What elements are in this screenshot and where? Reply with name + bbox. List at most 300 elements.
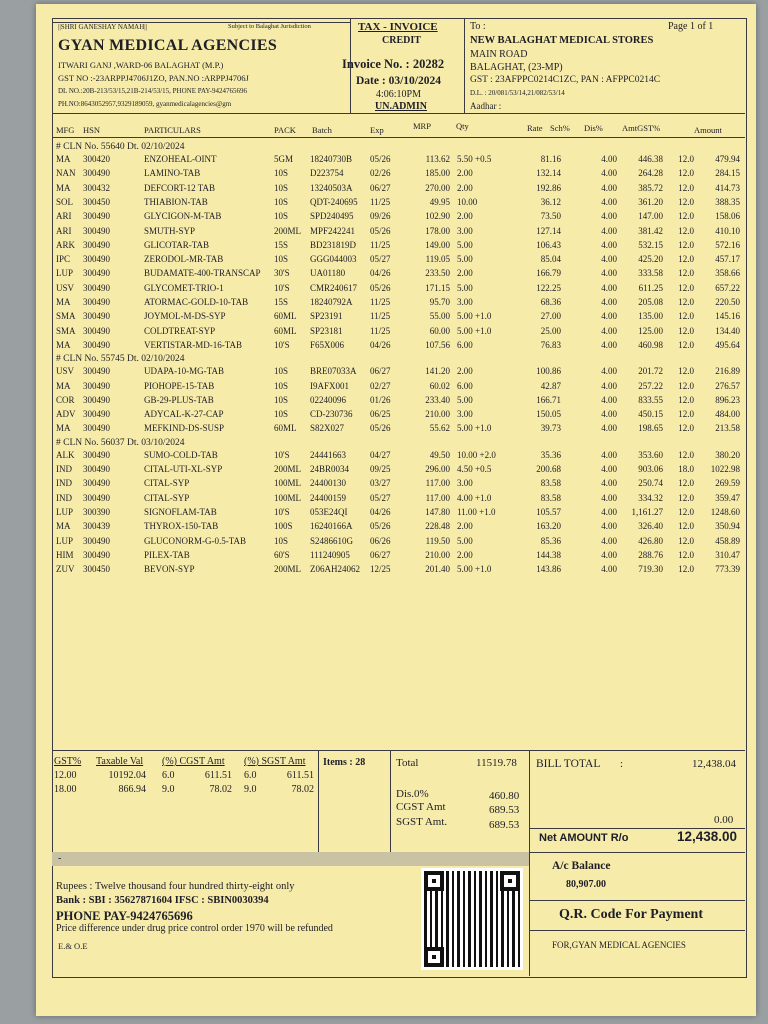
cell-mrp: 178.00 xyxy=(425,225,450,236)
cell-dis: 4.00 xyxy=(601,506,617,517)
cell-rate: 25.00 xyxy=(540,325,561,336)
cell-mrp: 55.00 xyxy=(429,311,450,322)
cell-particulars: ADYCAL-K-27-CAP xyxy=(144,409,224,420)
cell-batch: 053E24QI xyxy=(310,506,348,517)
cell-batch: 24400159 xyxy=(310,492,346,503)
cell-dis: 4.00 xyxy=(601,394,617,405)
table-row xyxy=(52,536,745,550)
col-mrp: MRP xyxy=(413,121,431,131)
cell-batch: QDT-240695 xyxy=(310,196,358,207)
cell-amt: 198.65 xyxy=(638,423,663,434)
cell-rate: 200.68 xyxy=(536,464,561,474)
cell-amt: 385.72 xyxy=(638,182,663,193)
cell-rate: 192.86 xyxy=(536,182,561,193)
cell-batch: CMR240617 xyxy=(310,282,358,293)
cell-dis: 4.00 xyxy=(601,549,617,560)
cell-gst: 12.0 xyxy=(678,311,694,322)
page-number: Page 1 of 1 xyxy=(668,21,714,32)
cell-hsn: 300490 xyxy=(83,449,110,460)
table-row xyxy=(52,464,745,478)
cell-exp: 06/26 xyxy=(370,535,391,546)
cell-rate: 81.16 xyxy=(540,154,561,164)
cell-exp: 06/25 xyxy=(370,409,391,420)
cell-gst: 12.0 xyxy=(678,366,694,377)
ac-balance-label: A/c Balance xyxy=(552,860,611,872)
phonepay-number: PHONE PAY-9424765696 xyxy=(56,909,193,923)
cell-amount: 572.16 xyxy=(715,239,740,250)
cell-pack: 10'S xyxy=(274,449,290,460)
cell-dis: 4.00 xyxy=(601,225,617,236)
table-row xyxy=(52,326,745,340)
cell-batch: BRE07033A xyxy=(310,366,357,377)
footer-band xyxy=(52,852,529,866)
cell-amount: 896.23 xyxy=(715,394,740,405)
cell-mfg: MA xyxy=(56,423,71,434)
company-phone: PH.NO:8643052957,9329189059, gyanmedicalagencies@gm xyxy=(58,100,232,108)
table-row xyxy=(52,283,745,297)
bill-total-value: 12,438.04 xyxy=(692,758,736,770)
cell-rate: 150.05 xyxy=(536,409,561,420)
cell-dis: 4.00 xyxy=(601,521,617,532)
cell-dis: 4.00 xyxy=(601,268,617,279)
cell-mrp: 60.00 xyxy=(429,325,450,336)
cell-mrp: 117.00 xyxy=(425,492,450,503)
payment-qr-code xyxy=(421,868,523,970)
cell-mfg: NAN xyxy=(56,168,76,179)
cell-batch: 24441663 xyxy=(310,449,346,460)
cell-dis: 4.00 xyxy=(601,366,617,377)
cell-dis: 4.00 xyxy=(601,564,617,575)
cell-pack: 200ML xyxy=(274,464,301,474)
cell-qty: 2.00 xyxy=(457,211,473,222)
cell-exp: 11/25 xyxy=(370,239,391,250)
cell-hsn: 300490 xyxy=(83,394,110,405)
cell-particulars: SIGNOFLAM-TAB xyxy=(144,506,217,517)
table-row xyxy=(52,197,745,211)
cell-rate: 166.71 xyxy=(536,394,561,405)
cell-gst: 12.0 xyxy=(678,535,694,546)
cell-exp: 05/26 xyxy=(370,154,391,164)
cell-qty: 6.00 xyxy=(457,339,473,350)
table-row xyxy=(52,254,745,268)
cell-amount: 350.94 xyxy=(715,521,740,532)
cell-mfg: IND xyxy=(56,492,72,503)
cell-qty: 5.00 xyxy=(457,239,473,250)
table-row xyxy=(52,268,745,282)
cell-pack: 100ML xyxy=(274,492,301,503)
cell-mfg: MA xyxy=(56,339,71,350)
cell-gst: 12.0 xyxy=(678,506,694,517)
items-table xyxy=(52,138,745,750)
cell-amt: 201.72 xyxy=(638,366,663,377)
cell-dis: 4.00 xyxy=(601,196,617,207)
cln-heading: # CLN No. 56037 Dt. 03/10/2024 xyxy=(56,437,185,448)
cell-mfg: USV xyxy=(56,282,75,293)
cell-qty: 5.00 +1.0 xyxy=(457,325,492,336)
cell-particulars: PIOHOPE-15-TAB xyxy=(144,380,215,391)
company-address: ITWARI GANJ ,WARD-06 BALAGHAT (M.P.) xyxy=(58,60,224,70)
cell-hsn: 300432 xyxy=(83,182,110,193)
cell-pack: 60ML xyxy=(274,311,297,322)
cell-particulars: CITAL-UTI-XL-SYP xyxy=(144,464,223,474)
table-row xyxy=(52,395,745,409)
cell-mrp: 210.00 xyxy=(425,549,450,560)
amount-in-words: Rupees : Twelve thousand four hundred thirty-eight only xyxy=(56,881,295,892)
cell-dis: 4.00 xyxy=(601,535,617,546)
buyer-dl: D.L. : 20/081/53/14,21/082/53/14 xyxy=(470,89,565,97)
cgst-label: CGST Amt xyxy=(396,801,446,813)
buyer-gst: GST : 23AFPPC0214C1ZC, PAN : AFPPC0214C xyxy=(470,75,661,85)
cell-hsn: 300490 xyxy=(83,311,110,322)
cell-qty: 3.00 xyxy=(457,225,473,236)
cln-heading: # CLN No. 55640 Dt. 02/10/2024 xyxy=(56,142,185,152)
cell-pack: 30'S xyxy=(274,268,290,279)
gst-taxable: 866.94 xyxy=(118,784,146,795)
cell-hsn: 300490 xyxy=(83,478,110,489)
company-dl: DL NO.:20B-213/53/15,21B-214/53/15, PHONE PAY-9424765696 xyxy=(58,87,248,95)
cell-mrp: 113.62 xyxy=(425,154,450,164)
cell-mfg: SOL xyxy=(56,196,74,207)
cell-gst: 12.0 xyxy=(678,225,694,236)
cell-hsn: 300490 xyxy=(83,239,110,250)
cell-gst: 12.0 xyxy=(678,339,694,350)
cell-mrp: 95.70 xyxy=(429,297,450,307)
cell-particulars: THIABION-TAB xyxy=(144,196,208,207)
cell-dis: 4.00 xyxy=(601,409,617,420)
cell-dis: 4.00 xyxy=(601,380,617,391)
cell-hsn: 300420 xyxy=(83,154,110,164)
cell-amt: 257.22 xyxy=(638,380,663,391)
cell-batch: 13240503A xyxy=(310,182,353,193)
cell-exp: 02/26 xyxy=(370,168,391,179)
cell-amt: 353.60 xyxy=(638,449,663,460)
cell-particulars: MEFKIND-DS-SUSP xyxy=(144,423,225,434)
cell-particulars: ZERODOL-MR-TAB xyxy=(144,254,224,265)
cell-amount: 380.20 xyxy=(715,449,740,460)
cell-amount: 220.50 xyxy=(715,297,740,307)
cell-dis: 4.00 xyxy=(601,478,617,489)
cell-exp: 03/27 xyxy=(370,478,391,489)
cell-particulars: GB-29-PLUS-TAB xyxy=(144,394,214,405)
cell-batch: S82X027 xyxy=(310,423,345,434)
gst-sgst-amt: 78.02 xyxy=(291,784,314,795)
table-row xyxy=(52,340,745,354)
col-hsn: HSN xyxy=(83,125,101,135)
cell-batch: SP23181 xyxy=(310,325,343,336)
cell-amount: 358.66 xyxy=(715,268,740,279)
cell-batch: 24BR0034 xyxy=(310,464,350,474)
cell-hsn: 300490 xyxy=(83,423,110,434)
cell-gst: 12.0 xyxy=(678,492,694,503)
col-mfg: MFG xyxy=(56,125,75,135)
cell-exp: 05/26 xyxy=(370,282,391,293)
cell-hsn: 300490 xyxy=(83,297,110,307)
buyer-address-2: BALAGHAT, (23-MP) xyxy=(470,62,563,73)
gst-rate: 18.00 xyxy=(54,784,77,795)
invoice-number: Invoice No. : 20282 xyxy=(342,57,445,71)
company-name: GYAN MEDICAL AGENCIES xyxy=(58,37,278,54)
cell-batch: 18240730B xyxy=(310,154,353,164)
cell-hsn: 300490 xyxy=(83,282,110,293)
cell-mrp: 55.62 xyxy=(429,423,450,434)
cell-rate: 27.00 xyxy=(540,311,561,322)
cell-gst: 12.0 xyxy=(678,325,694,336)
cell-mfg: IND xyxy=(56,478,72,489)
invoice-time: 4:06:10PM xyxy=(376,89,422,100)
cell-dis: 4.00 xyxy=(601,492,617,503)
cell-hsn: 300490 xyxy=(83,535,110,546)
cell-amount: 284.15 xyxy=(715,168,740,179)
cell-exp: 01/26 xyxy=(370,394,391,405)
invoice-user: UN.ADMIN xyxy=(375,101,427,112)
cell-batch: Z06AH24062 xyxy=(310,564,360,575)
cell-rate: 36.12 xyxy=(540,196,561,207)
cell-gst: 12.0 xyxy=(678,154,694,164)
cell-gst: 12.0 xyxy=(678,380,694,391)
cell-exp: 11/25 xyxy=(370,325,391,336)
cell-exp: 06/27 xyxy=(370,182,391,193)
cell-amount: 388.35 xyxy=(715,196,740,207)
cell-hsn: 300490 xyxy=(83,366,110,377)
cell-mfg: MA xyxy=(56,297,71,307)
cell-particulars: SUMO-COLD-TAB xyxy=(144,449,218,460)
cell-exp: 05/27 xyxy=(370,492,391,503)
cell-mrp: 149.00 xyxy=(425,239,450,250)
cell-amt: 903.06 xyxy=(638,464,663,474)
cell-amt: 450.15 xyxy=(638,409,663,420)
cell-gst: 12.0 xyxy=(678,168,694,179)
cell-qty: 2.00 xyxy=(457,521,473,532)
cell-gst: 12.0 xyxy=(678,268,694,279)
gst-hdr-rate: GST% xyxy=(54,756,82,767)
table-row xyxy=(52,450,745,464)
cell-exp: 04/26 xyxy=(370,268,391,279)
col-sch: Sch% xyxy=(550,123,570,133)
cell-pack: 15S xyxy=(274,297,289,307)
cell-pack: 10S xyxy=(274,535,289,546)
cell-mfg: ARK xyxy=(56,239,76,250)
jurisdiction-text: Subject to Balaghat Jurisdiction xyxy=(228,23,311,30)
cell-dis: 4.00 xyxy=(601,168,617,179)
cell-amt: 334.32 xyxy=(638,492,663,503)
gst-cgst-pct: 6.0 xyxy=(162,770,175,781)
cell-batch: 02240096 xyxy=(310,394,346,405)
company-gst: GST NO :-23ARPPJ4706J1ZO, PAN.NO :ARPPJ4706J xyxy=(58,73,249,83)
cell-hsn: 300490 xyxy=(83,254,110,265)
cell-amt: 205.08 xyxy=(638,297,663,307)
cell-mfg: ARI xyxy=(56,211,72,222)
cell-rate: 132.14 xyxy=(536,168,561,179)
cell-pack: 60'S xyxy=(274,549,290,560)
cell-qty: 2.00 xyxy=(457,366,473,377)
cell-mfg: IPC xyxy=(56,254,71,265)
cell-exp: 09/26 xyxy=(370,211,391,222)
cell-particulars: COLDTREAT-SYP xyxy=(144,325,216,336)
cell-exp: 04/26 xyxy=(370,339,391,350)
cell-mrp: 233.40 xyxy=(425,394,450,405)
cell-dis: 4.00 xyxy=(601,325,617,336)
cell-pack: 5GM xyxy=(274,154,294,164)
buyer-address-1: MAIN ROAD xyxy=(470,49,528,60)
table-row xyxy=(52,493,745,507)
cell-amount: 414.73 xyxy=(715,182,740,193)
cell-hsn: 300490 xyxy=(83,225,110,236)
cell-pack: 10S xyxy=(274,366,289,377)
cell-hsn: 300490 xyxy=(83,268,110,279)
cell-exp: 09/25 xyxy=(370,464,391,474)
cell-dis: 4.00 xyxy=(601,311,617,322)
cell-qty: 5.00 +1.0 xyxy=(457,311,492,322)
cell-mrp: 117.00 xyxy=(425,478,450,489)
cell-exp: 12/25 xyxy=(370,564,391,575)
table-row xyxy=(52,211,745,225)
cell-mfg: LUP xyxy=(56,268,74,279)
cell-hsn: 300490 xyxy=(83,325,110,336)
cell-mrp: 210.00 xyxy=(425,409,450,420)
cell-gst: 18.0 xyxy=(678,464,694,474)
gst-taxable: 10192.04 xyxy=(108,770,146,781)
cln-heading: # CLN No. 55745 Dt. 02/10/2024 xyxy=(56,354,185,365)
cell-rate: 76.83 xyxy=(540,339,561,350)
qr-code-label: Q.R. Code For Payment xyxy=(559,907,703,922)
cell-mfg: MA xyxy=(56,154,71,164)
errors-omissions: E.& O.E xyxy=(58,941,88,951)
cell-rate: 73.50 xyxy=(540,211,561,222)
cell-particulars: CITAL-SYP xyxy=(144,492,190,503)
cell-qty: 3.00 xyxy=(457,478,473,489)
table-row xyxy=(52,226,745,240)
col-qty: Qty xyxy=(456,121,469,131)
cell-dis: 4.00 xyxy=(601,239,617,250)
cell-batch: CD-230736 xyxy=(310,409,353,420)
cell-gst: 12.0 xyxy=(678,449,694,460)
cell-amount: 276.57 xyxy=(715,380,740,391)
cell-gst: 12.0 xyxy=(678,297,694,307)
cell-dis: 4.00 xyxy=(601,154,617,164)
cell-amt: 425.20 xyxy=(638,254,663,265)
cell-rate: 100.86 xyxy=(536,366,561,377)
buyer-aadhar: Aadhar : xyxy=(470,101,502,111)
cell-exp: 05/26 xyxy=(370,225,391,236)
table-row xyxy=(52,366,745,380)
cell-amt: 361.20 xyxy=(638,196,663,207)
gst-hdr-sgst: (%) SGST Amt xyxy=(244,756,306,767)
cell-amount: 479.94 xyxy=(715,154,740,164)
col-batch: Batch xyxy=(312,125,332,135)
cell-dis: 4.00 xyxy=(601,182,617,193)
cell-mrp: 49.50 xyxy=(429,449,450,460)
items-count: Items : 28 xyxy=(323,757,366,768)
cell-amount: 1022.98 xyxy=(710,464,740,474)
cell-qty: 6.00 xyxy=(457,380,473,391)
cell-dis: 4.00 xyxy=(601,423,617,434)
cell-batch: F65X006 xyxy=(310,339,345,350)
cell-mrp: 185.00 xyxy=(425,168,450,179)
cell-particulars: JOYMOL-M-DS-SYP xyxy=(144,311,226,322)
ac-balance-value: 80,907.00 xyxy=(566,879,606,890)
cell-mfg: ZUV xyxy=(56,564,75,575)
cell-mrp: 119.50 xyxy=(425,535,450,546)
net-amount-value: 12,438.00 xyxy=(677,829,738,844)
cell-dis: 4.00 xyxy=(601,282,617,293)
cell-amt: 446.38 xyxy=(638,154,663,164)
cell-amt: 333.58 xyxy=(638,268,663,279)
cell-exp: 04/26 xyxy=(370,506,391,517)
cell-batch: SPD240495 xyxy=(310,211,354,222)
cell-batch: D223754 xyxy=(310,168,344,179)
cell-pack: 10S xyxy=(274,380,289,391)
cell-batch: SP23191 xyxy=(310,311,343,322)
cell-qty: 5.00 xyxy=(457,282,473,293)
cell-mfg: MA xyxy=(56,380,71,391)
cell-qty: 2.00 xyxy=(457,549,473,560)
buyer-name: NEW BALAGHAT MEDICAL STORES xyxy=(470,35,654,46)
cell-amt: 264.28 xyxy=(638,168,663,179)
cell-dis: 4.00 xyxy=(601,339,617,350)
cell-amt: 381.42 xyxy=(638,225,663,236)
cell-exp: 11/25 xyxy=(370,297,391,307)
cell-amount: 657.22 xyxy=(715,282,740,293)
cell-mfg: ARI xyxy=(56,225,72,236)
col-amt-gst: AmtGST% xyxy=(622,123,661,133)
col-dis: Dis% xyxy=(584,123,603,133)
col-particulars: PARTICULARS xyxy=(144,125,201,135)
total-label: Total xyxy=(396,757,419,769)
cell-rate: 85.04 xyxy=(540,254,561,265)
gst-rate: 12.00 xyxy=(54,770,77,781)
cell-particulars: GLYCIGON-M-TAB xyxy=(144,211,222,222)
table-row xyxy=(52,550,745,564)
cell-pack: 15S xyxy=(274,239,289,250)
cell-qty: 3.00 xyxy=(457,297,473,307)
cell-pack: 10S xyxy=(274,182,289,193)
cell-gst: 12.0 xyxy=(678,521,694,532)
cell-exp: 05/26 xyxy=(370,521,391,532)
cell-gst: 12.0 xyxy=(678,423,694,434)
cell-dis: 4.00 xyxy=(601,464,617,474)
cell-mfg: HIM xyxy=(56,549,74,560)
sgst-label: SGST Amt. xyxy=(396,816,448,828)
cell-mrp: 201.40 xyxy=(425,564,450,575)
cell-rate: 83.58 xyxy=(540,478,561,489)
cell-mrp: 233.50 xyxy=(425,268,450,279)
cell-hsn: 300439 xyxy=(83,521,110,532)
cell-hsn: 300490 xyxy=(83,380,110,391)
cell-mfg: MA xyxy=(56,521,71,532)
discount-label: Dis.0% xyxy=(396,788,429,800)
cell-qty: 2.00 xyxy=(457,268,473,279)
cell-qty: 5.00 xyxy=(457,535,473,546)
cell-pack: 100S xyxy=(274,521,293,532)
cell-gst: 12.0 xyxy=(678,409,694,420)
cell-qty: 3.00 xyxy=(457,409,473,420)
cell-hsn: 300450 xyxy=(83,196,110,207)
cell-dis: 4.00 xyxy=(601,449,617,460)
cell-mrp: 60.02 xyxy=(429,380,450,391)
cell-pack: 10S xyxy=(274,196,289,207)
cell-batch: GGG044003 xyxy=(310,254,357,265)
cell-mfg: LUP xyxy=(56,535,74,546)
gst-sgst-pct: 9.0 xyxy=(244,784,257,795)
cell-pack: 10S xyxy=(274,168,289,179)
discount-value: 460.80 xyxy=(489,790,520,802)
cell-qty: 10.00 +2.0 xyxy=(457,449,496,460)
cell-qty: 2.00 xyxy=(457,168,473,179)
cell-qty: 5.00 +1.0 xyxy=(457,564,492,575)
cell-pack: 10S xyxy=(274,254,289,265)
cell-exp: 05/27 xyxy=(370,254,391,265)
cell-pack: 200ML xyxy=(274,564,301,575)
